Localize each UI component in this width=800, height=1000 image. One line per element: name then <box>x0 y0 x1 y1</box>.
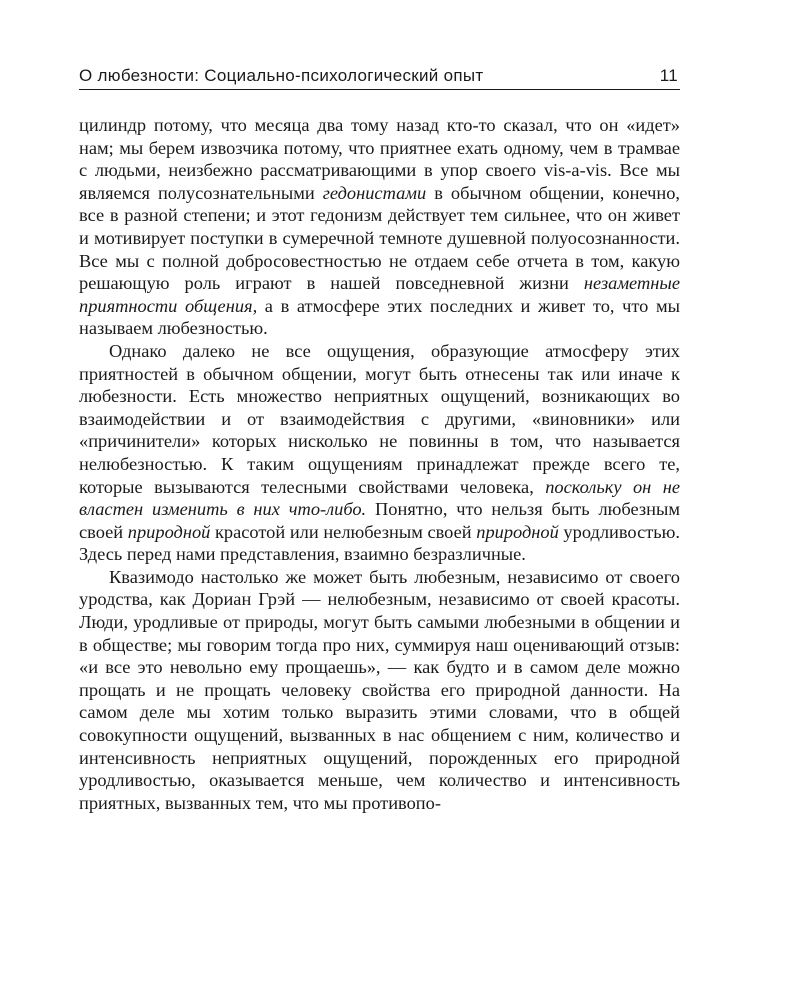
running-header <box>79 66 680 90</box>
body-text <box>79 114 680 814</box>
page-number: 11 <box>659 66 678 85</box>
italic-term-pleasantries: незаметные приятности общения, <box>79 273 680 316</box>
running-title: О любезности: Социально-психологический опыт <box>79 66 484 85</box>
text-run: уродливостью. Здесь перед нами представления, взаимно безразличные. <box>79 521 681 565</box>
text-run: в обычном общении, конечно, все в разной степени; и этот гедонизм действует тем сильнее, что он живет и мотивирует поступки в сумеречной темноте душевной полуосознанности. Все мы с полной добросовестностью не отдаем себе отчета в том, какую решающую роль играют в нашей повседневной жизни <box>79 182 680 294</box>
italic-term-natural: природной <box>127 521 211 542</box>
italic-term-hedonists: гедонистами <box>322 182 427 203</box>
text-run: Однако далеко не все ощущения, образующие атмосферу этих приятностей в обычном общении, могут быть отнесены так или иначе к любезности. Есть множество неприятных ощущений, возникающих во взаимодействии и от взаимодействия с другими, «виновники» или «причинители» которых нисколько не повинны в том, что называется нелюбезностью. К таким ощущениям принадлежат прежде всего те, которые вызываются телесными свойствами человека, <box>79 340 680 497</box>
text-run: Квазимодо настолько же может быть любезным, независимо от своего уродства, как Дориан Грэй — нелюбезным, независимо от своей красоты. Люди, уродливые от природы, могут быть самыми любезными в общении и в обществе; мы говорим тогда про них, суммируя наш оценивающий отзыв: «и все это невольно ему прощаешь», — как будто и в самом деле можно прощать и не прощать человеку свойства его природной данности. На самом деле мы хотим только выразить этими словами, что в общей совокупности ощущений, вызванных в нас общением с ним, количество и интенсивность неприятных ощущений, порожденных его природной уродливостью, оказывается меньше, чем количество и интенсивность приятных, вызванных тем, что мы противопо- <box>79 566 680 813</box>
italic-term-natural: природной <box>476 521 559 542</box>
text-run: а в атмосфере этих последних и живет то, что мы называем любезностью. <box>79 295 680 339</box>
text-run: цилиндр потому, что месяца два тому назад кто-то сказал, что он «идет» нам; мы берем извозчика потому, что приятнее ехать одному, чем в трамвае с людьми, неизбежно рассматривающими в упор своего vis-a-vis. Все мы являемся полусознательными <box>79 115 680 203</box>
paragraph <box>79 340 680 566</box>
text-run: Понятно, что нельзя быть любезным своей <box>79 499 680 542</box>
book-page <box>79 66 680 814</box>
italic-phrase: поскольку он не властен изменить в них что-либо. <box>79 476 680 520</box>
text-run: красотой или нелюбезным своей <box>210 521 477 542</box>
paragraph <box>79 566 680 815</box>
paragraph <box>79 114 680 340</box>
